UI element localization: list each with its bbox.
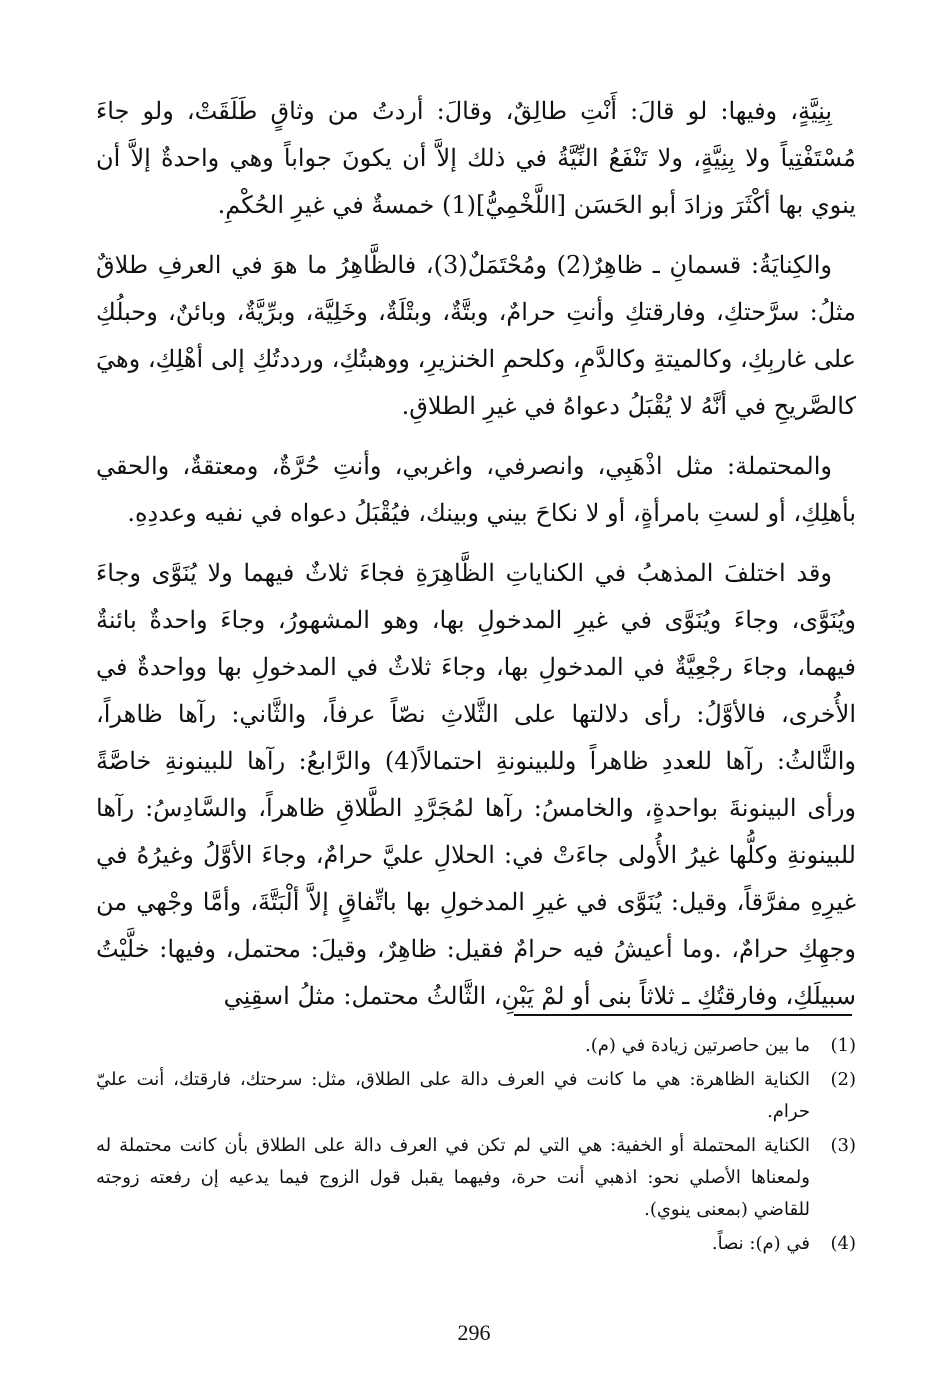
main-text [96, 88, 856, 1033]
footnote-text: في (م): نصاً. [711, 1233, 810, 1254]
paragraph: والكِنايَةُ: قسمانِ ـ ظاهِرٌ(2) ومُحْتَمَلٌ(3)، فالظَّاهِرُ ما هوَ في العرفِ طلاقٌ مثلُ: سرَّحتكِ، وفارقتكِ وأنتِ حرامٌ، وبتَّةٌ، وبتْلَةٌ، وخَلِيَّة، وبرِّيَّةٌ، وبائنٌ، وحبلُكِ على غاربِكِ، وكالميتةِ وكالدَّمِ، وكلحمِ الخنزيرِ، ووهبتُكِ، ورددتُكِ إلى أهْلِكِ، وهيَ كالصَّريحِ في أنَّهُ لا يُقْبَلُ دعواهُ في غيرِ الطلاقِ. [96, 251, 856, 420]
footnote-text: الكناية الظاهرة: هي ما كانت في العرف دالة على الطلاق، مثل: سرحتك، فارقتك، أنت عليّ حرام. [96, 1069, 810, 1122]
footnote [96, 1130, 856, 1226]
paragraph: والمحتملة: مثل اذْهَبِي، وانصرفي، واغربي، وأنتِ حُرَّةٌ، ومعتقةٌ، والحقي بأهلِكِ، أو لستِ بامرأةٍ، أو لا نكاحَ بيني وبينك، فيُقْبَلُ دعواه في نفيه وعددِهِ. [96, 452, 856, 527]
footnote-number: (1) [830, 1035, 856, 1056]
paragraph: وقد اختلفَ المذهبُ في الكناياتِ الظَّاهِرَةِ فجاءَ ثلاثٌ فيهما ولا يُنَوَّى وجاءَ ويُنَوَّى، وجاءَ ويُنَوَّى في غيرِ المدخولِ بها، وهو المشهورُ، وجاءَ واحدةٌ بائنةٌ فيهما، وجاءَ رجْعِيَّةٌ في المدخولِ بها، وجاءَ ثلاثٌ في المدخولِ بها وواحدةٌ في الأُخرى، فالأوَّلُ: رأى دلالتها على الثَّلاثِ نصّاً عرفاً، والثَّاني: رآها ظاهراً، والثَّالثُ: رآها للعددِ ظاهراً وللبينونةِ احتمالاً(4) والرَّابعُ: رآها للبينونةِ خاصَّةً ورأى البينونةَ بواحدةٍ، والخامسُ: رآها لمُجَرَّدِ الطَّلاقِ ظاهراً، والسَّادِسُ: رآها للبينونةِ وكلُّها غيرُ الأُولى جاءَتْ في: الحلالِ عليَّ حرامٌ، وجاءَ الأوَّلُ وغيرُهُ في غيرِهِ مفرَّقاً، وقيل: يُنَوَّى في غيرِ المدخولِ بها باتِّفاقٍ إلاَّ ألْبَتَّةَ، وأمَّا وجْهي من وجهِكِ حرامٌ، .وما أعيشُ فيه حرامٌ فقيل: ظاهِرٌ، وقيلَ: محتمل، وفيها: خلَّيْتُ سبيلَكِ، وفارقتُكِ ـ ثلاثاً بنى أو لمْ يَبْنِ، الثَّالثُ محتمل: مثلُ اسقِنِي [96, 559, 856, 1010]
footnote-text: ما بين حاصرتين زيادة في (م). [585, 1035, 810, 1056]
footnotes [96, 1030, 856, 1262]
footnote-number: (2) [830, 1069, 856, 1090]
footnote [96, 1030, 856, 1062]
footnote-divider [514, 1014, 852, 1016]
footnote-text: الكناية المحتملة أو الخفية: هي التي لم تكن في العرف دالة على الطلاق بأن كانت محتملة له ولمعناها الأصلي نحو: اذهبي أنت حرة، وفيهما يقبل قول الزوج فيما يدعيه إن رفعته زوجته للقاضي (بمعنى ينوي). [96, 1135, 810, 1220]
footnote-number: (4) [830, 1233, 856, 1254]
footnote [96, 1064, 856, 1128]
paragraph-list [96, 88, 856, 1020]
footnote [96, 1228, 856, 1260]
page-number: 296 [457, 1320, 491, 1345]
footnote-number: (3) [830, 1135, 856, 1156]
paragraph: بِنِيَّةٍ، وفيها: لو قالَ: أَنْتِ طالِقٌ، وقالَ: أردتُ من وثاقٍ طَلَقَتْ، ولو جاءَ مُسْتَفْتِياً ولا بِنِيَّةٍ، ولا تَنْفَعُ النِّيَّةُ في ذلك إلاَّ أن يكونَ جواباً وهي واحدةٌ إلاَّ أن ينوي بها أكْثَرَ وزادَ أبو الحَسَن [اللَّخْمِيُّ](1) خمسةٌ في غيرِ الحُكْمِ. [96, 97, 856, 219]
